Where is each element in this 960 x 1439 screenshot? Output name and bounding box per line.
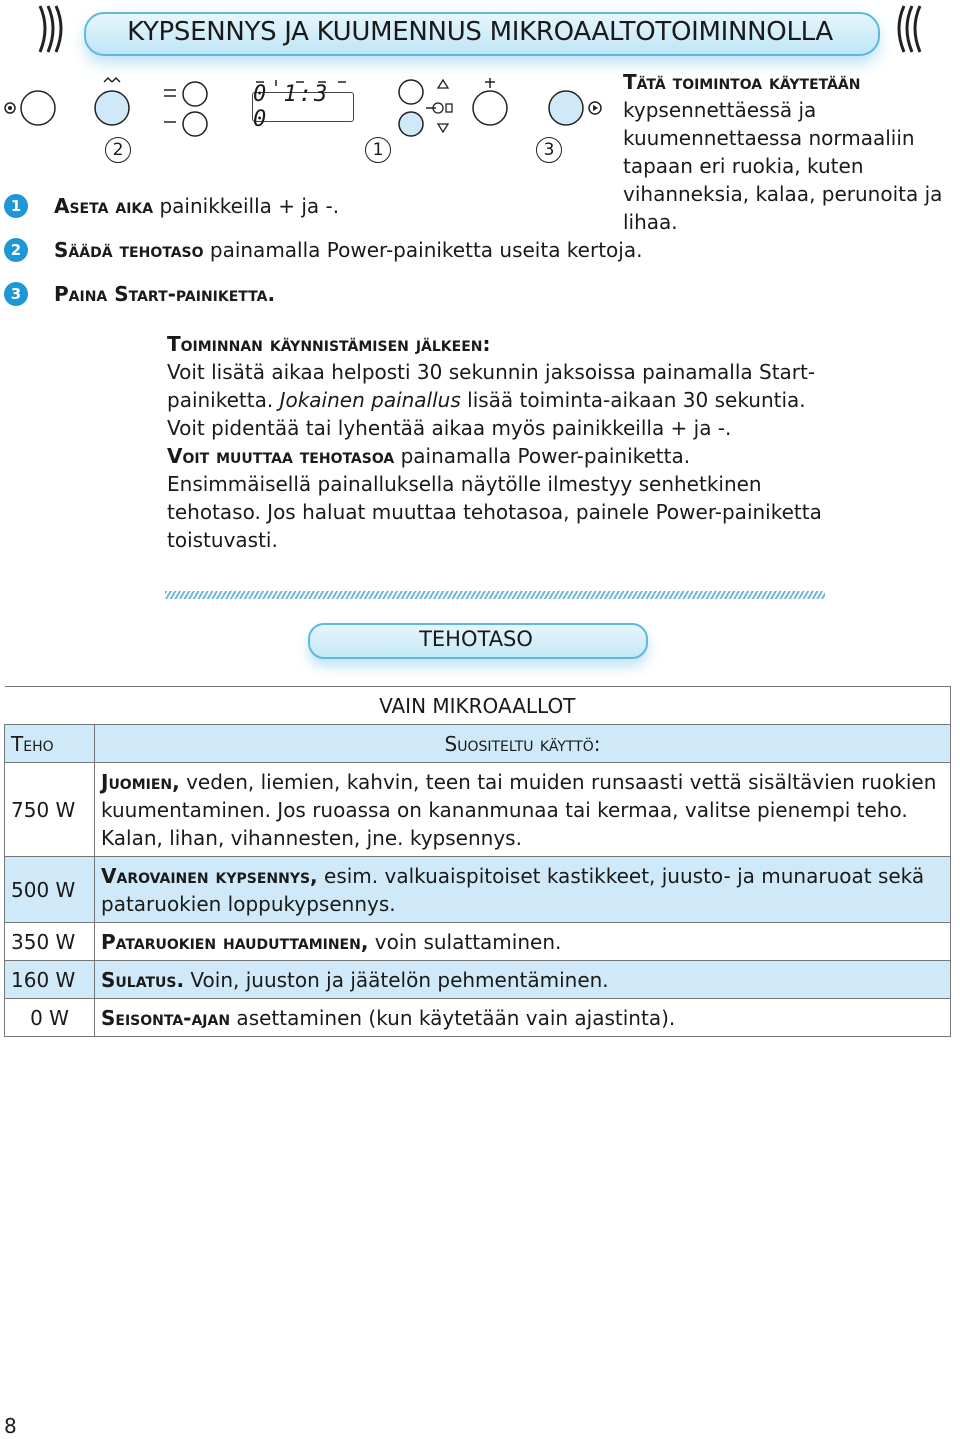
- table-row: [5, 923, 951, 961]
- power-use: Sulatus. Voin, juuston ja jäätelön pehmentäminen.: [95, 961, 951, 999]
- power-level-table: [4, 686, 951, 1037]
- power-use: Juomien, veden, liemien, kahvin, teen tai muiden runsaasti vettä sisältävien ruokien kuumentaminen. Jos ruoassa on kananmunaa tai kermaa, valitse pienempi teho. Kalan, lihan, vihannesten, jne. kypsennys.: [95, 763, 951, 857]
- step-number-badge: 2: [4, 238, 28, 262]
- after-start-paragraph-1: Voit lisätä aikaa helposti 30 sekunnin jaksoissa painamalla Start-painiketta. Jokainen painallus lisää toiminta-aikaan 30 sekuntia.: [167, 360, 816, 412]
- microwave-waves-icon-right: [886, 2, 926, 58]
- step-text: painamalla Power-painiketta useita kertoja.: [203, 238, 643, 262]
- power-value: 750 W: [5, 763, 95, 857]
- step-lead: Aseta aika: [54, 194, 154, 218]
- step-lead: Paina Start-painiketta.: [54, 282, 276, 306]
- after-start-paragraph-2: Voit pidentää tai lyhentää aikaa myös painikkeilla + ja -.: [167, 416, 732, 440]
- power-use: Pataruokien hauduttaminen, voin sulattaminen.: [95, 923, 951, 961]
- power-use: Seisonta-ajan asettaminen (kun käytetään vain ajastinta).: [95, 999, 951, 1037]
- table-header-row: [5, 725, 951, 763]
- start-button-circle: [549, 91, 583, 125]
- table-title-row: [5, 687, 951, 725]
- column-header-power: Teho: [5, 725, 95, 763]
- step-number-badge: 3: [4, 282, 28, 306]
- step-1: [4, 194, 339, 218]
- callout-1: 1: [365, 137, 391, 163]
- intro-paragraph: [623, 68, 943, 236]
- after-start-section: [167, 330, 827, 554]
- timer-display: 0 1:3 0: [252, 92, 354, 122]
- power-value: 160 W: [5, 961, 95, 999]
- after-start-heading: Toiminnan käynnistämisen jälkeen:: [167, 332, 491, 356]
- intro-text: kypsennettäessä ja kuumennettaessa normaaliin tapaan eri ruokia, kuten vihanneksia, kalaa, perunoita ja lihaa.: [623, 98, 943, 234]
- table-row: [5, 857, 951, 923]
- page-number: 8: [4, 1414, 17, 1438]
- step-number-badge: 1: [4, 194, 28, 218]
- step-2: [4, 238, 642, 262]
- power-value: 350 W: [5, 923, 95, 961]
- step-text: painikkeilla + ja -.: [153, 194, 340, 218]
- step-3: [4, 282, 275, 306]
- column-header-use: Suositeltu käyttö:: [95, 725, 951, 763]
- section-divider: [165, 591, 825, 599]
- step-lead: Säädä tehotaso: [54, 238, 204, 262]
- power-button-circle: [95, 91, 129, 125]
- power-value: 500 W: [5, 857, 95, 923]
- page-title: KYPSENNYS JA KUUMENNUS MIKROAALTOTOIMINNOLLA: [127, 17, 833, 47]
- table-row: [5, 961, 951, 999]
- intro-lead: Tätä toimintoa käytetään: [623, 70, 861, 94]
- after-start-paragraph-3: Voit muuttaa tehotasoa painamalla Power-painiketta. Ensimmäisellä painalluksella näytölle ilmestyy senhetkinen tehotaso. Jos haluat muuttaa tehotasoa, painele Power-painiketta toistuvasti.: [167, 444, 822, 552]
- stop-button-circle: [21, 91, 55, 125]
- table-row: [5, 999, 951, 1037]
- callout-3: 3: [536, 137, 562, 163]
- section-title: TEHOTASO: [419, 627, 533, 651]
- power-value: 0 W: [5, 999, 95, 1037]
- table-row: [5, 763, 951, 857]
- power-use: Varovainen kypsennys, esim. valkuaispitoiset kastikkeet, juusto- ja munaruoat sekä pataruokien loppukypsennys.: [95, 857, 951, 923]
- microwave-waves-icon-left: [34, 2, 74, 58]
- table-title: VAIN MIKROAALLOT: [5, 687, 951, 725]
- callout-2: 2: [105, 137, 131, 163]
